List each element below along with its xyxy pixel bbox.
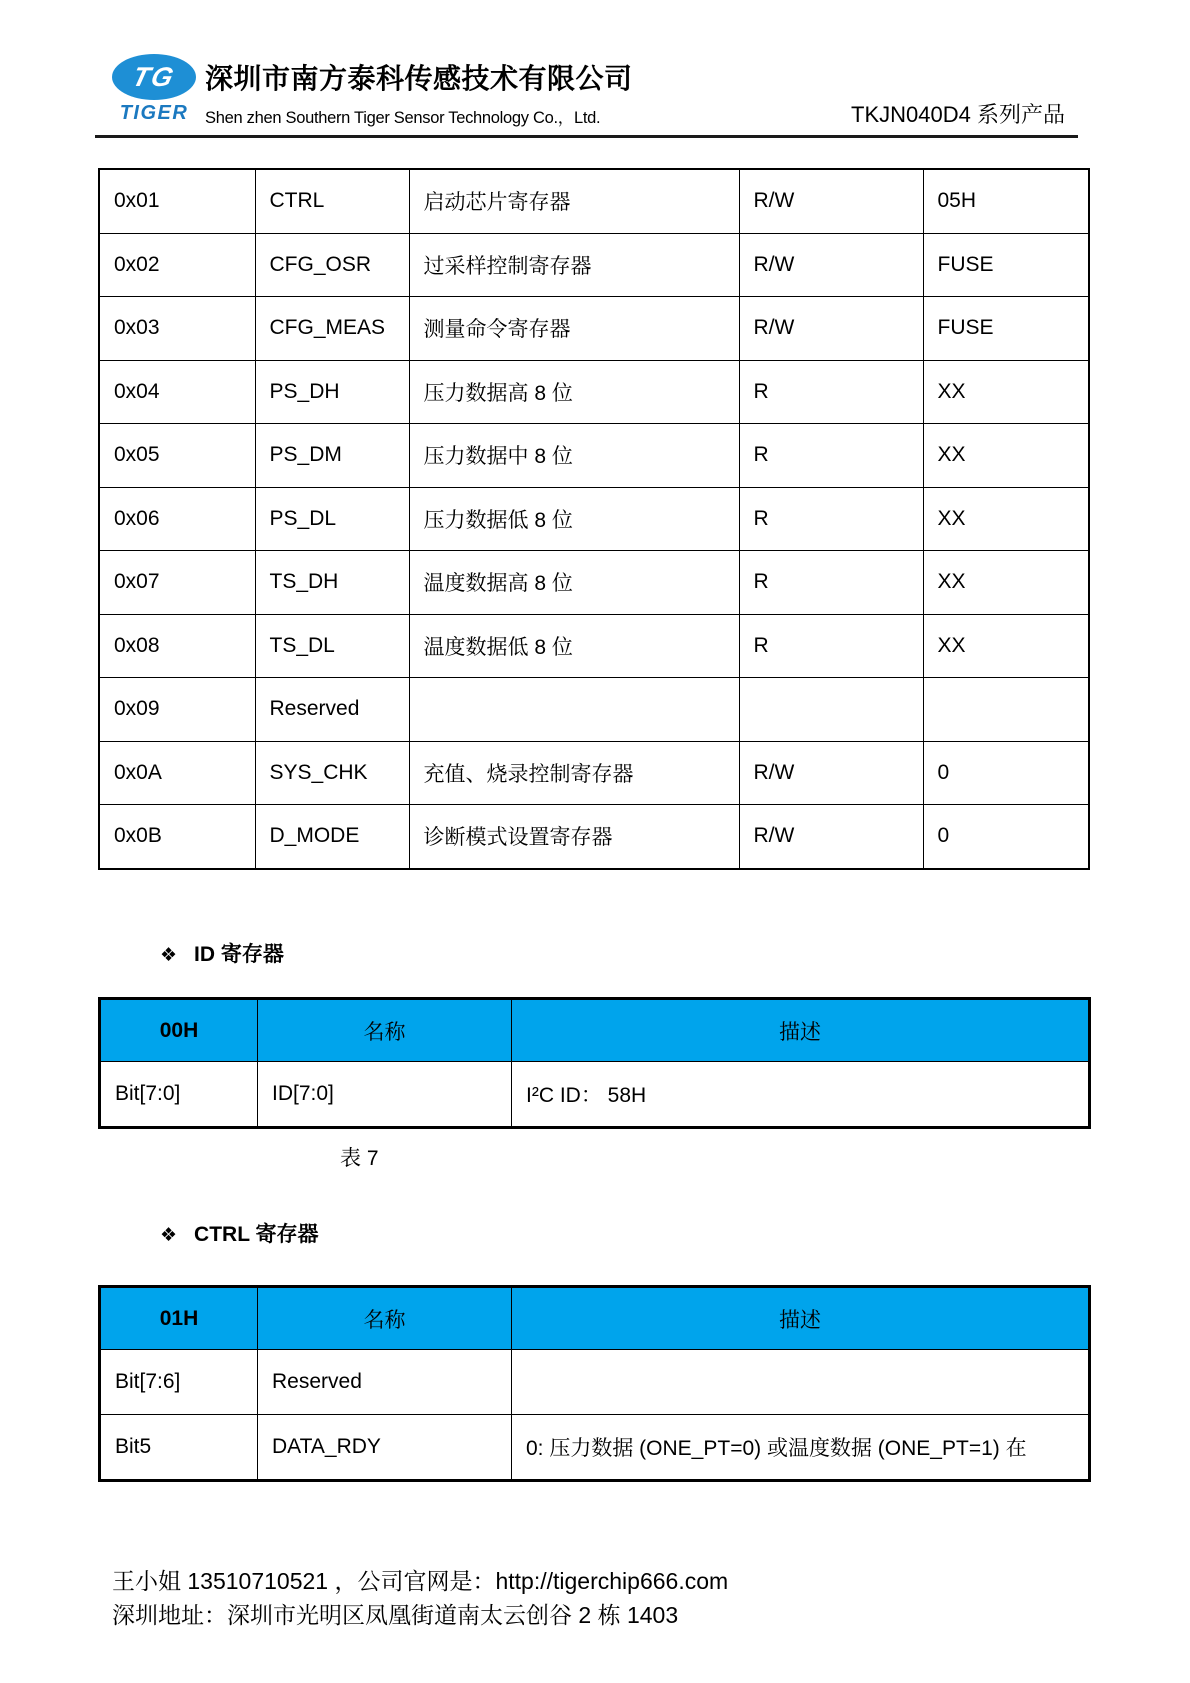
reg-default: XX xyxy=(923,614,1089,678)
reg-default: 05H xyxy=(923,169,1089,233)
reg-default: XX xyxy=(923,360,1089,424)
ctrl-name-cell: DATA_RDY xyxy=(258,1415,512,1481)
ctrl-bit-cell: Bit[7:6] xyxy=(100,1350,258,1415)
reg-rw xyxy=(739,678,923,742)
table-row xyxy=(99,487,1089,551)
company-name-block xyxy=(205,57,633,128)
reg-name: TS_DH xyxy=(255,551,409,615)
id-register-heading-label: ID 寄存器 xyxy=(194,943,284,966)
tiger-logo-tg-monogram: TG xyxy=(129,61,179,92)
table-header-row xyxy=(100,1287,1090,1350)
reg-desc: 过采样控制寄存器 xyxy=(409,233,739,297)
reg-addr: 0x02 xyxy=(99,233,255,297)
reg-rw: R/W xyxy=(739,169,923,233)
table-row xyxy=(100,1062,1090,1128)
table-row xyxy=(99,551,1089,615)
reg-desc: 充值、烧录控制寄存器 xyxy=(409,741,739,805)
reg-rw: R xyxy=(739,360,923,424)
table-header-row xyxy=(100,999,1090,1062)
table-row xyxy=(99,233,1089,297)
reg-addr: 0x07 xyxy=(99,551,255,615)
ctrl-table-desc-header: 描述 xyxy=(512,1287,1090,1350)
reg-rw: R/W xyxy=(739,805,923,869)
reg-addr: 0x0A xyxy=(99,741,255,805)
ctrl-desc-cell: 0: 压力数据 (ONE_PT=0) 或温度数据 (ONE_PT=1) 在 xyxy=(512,1415,1090,1481)
reg-addr: 0x09 xyxy=(99,678,255,742)
reg-desc: 诊断模式设置寄存器 xyxy=(409,805,739,869)
reg-desc: 压力数据高 8 位 xyxy=(409,360,739,424)
reg-desc: 测量命令寄存器 xyxy=(409,297,739,361)
id-register-heading xyxy=(160,938,284,968)
reg-name: SYS_CHK xyxy=(255,741,409,805)
reg-name: Reserved xyxy=(255,678,409,742)
reg-desc: 温度数据低 8 位 xyxy=(409,614,739,678)
reg-name: CFG_MEAS xyxy=(255,297,409,361)
reg-addr: 0x03 xyxy=(99,297,255,361)
ctrl-desc-cell xyxy=(512,1350,1090,1415)
table-row xyxy=(100,1350,1090,1415)
reg-desc: 压力数据中 8 位 xyxy=(409,424,739,488)
company-logo xyxy=(106,54,206,125)
footer-address-line: 深圳地址：深圳市光明区凤凰街道南太云创谷 2 栋 1403 xyxy=(112,1602,679,1628)
reg-name: D_MODE xyxy=(255,805,409,869)
reg-default: FUSE xyxy=(923,297,1089,361)
reg-rw: R/W xyxy=(739,233,923,297)
id-table-desc-header: 描述 xyxy=(512,999,1090,1062)
reg-default: XX xyxy=(923,424,1089,488)
id-register-table xyxy=(98,997,1091,1129)
ctrl-table-name-header: 名称 xyxy=(258,1287,512,1350)
ctrl-register-heading xyxy=(160,1218,319,1248)
reg-addr: 0x0B xyxy=(99,805,255,869)
id-name-cell: ID[7:0] xyxy=(258,1062,512,1128)
ctrl-register-table xyxy=(98,1285,1091,1482)
reg-rw: R xyxy=(739,614,923,678)
reg-rw: R/W xyxy=(739,741,923,805)
table-row xyxy=(99,741,1089,805)
table-row xyxy=(99,614,1089,678)
reg-addr: 0x06 xyxy=(99,487,255,551)
reg-rw: R/W xyxy=(739,297,923,361)
id-table-addr-header: 00H xyxy=(100,999,258,1062)
id-desc-cell: I²C ID： 58H xyxy=(512,1062,1090,1128)
tiger-logo-wordmark: TIGER xyxy=(119,102,189,124)
ctrl-register-heading-label: CTRL 寄存器 xyxy=(194,1223,319,1246)
table-row xyxy=(99,424,1089,488)
reg-rw: R xyxy=(739,551,923,615)
ctrl-bit-cell: Bit5 xyxy=(100,1415,258,1481)
company-name-english: Shen zhen Southern Tiger Sensor Technology Co.，Ltd. xyxy=(205,109,601,127)
company-name-chinese: 深圳市南方泰科传感技术有限公司 xyxy=(205,63,633,94)
register-map-table xyxy=(98,168,1090,870)
reg-name: CTRL xyxy=(255,169,409,233)
reg-default: XX xyxy=(923,487,1089,551)
reg-name: PS_DM xyxy=(255,424,409,488)
footer-contact-line: 王小姐 13510710521 ，公司官网是：http://tigerchip666.com xyxy=(112,1568,729,1594)
reg-desc xyxy=(409,678,739,742)
reg-rw: R xyxy=(739,424,923,488)
reg-default xyxy=(923,678,1089,742)
header-divider xyxy=(95,135,1078,138)
table-row xyxy=(99,805,1089,869)
reg-desc: 压力数据低 8 位 xyxy=(409,487,739,551)
reg-default: 0 xyxy=(923,741,1089,805)
reg-addr: 0x01 xyxy=(99,169,255,233)
id-table-name-header: 名称 xyxy=(258,999,512,1062)
reg-name: PS_DH xyxy=(255,360,409,424)
diamond-bullet-icon: ❖ xyxy=(160,1225,178,1246)
reg-name: PS_DL xyxy=(255,487,409,551)
table-row xyxy=(99,169,1089,233)
table-row xyxy=(100,1415,1090,1481)
reg-name: CFG_OSR xyxy=(255,233,409,297)
reg-addr: 0x04 xyxy=(99,360,255,424)
ctrl-table-addr-header: 01H xyxy=(100,1287,258,1350)
product-series-title: TKJN040D4 系列产品 xyxy=(851,102,1065,127)
diamond-bullet-icon: ❖ xyxy=(160,945,178,966)
reg-desc: 温度数据高 8 位 xyxy=(409,551,739,615)
reg-rw: R xyxy=(739,487,923,551)
reg-desc: 启动芯片寄存器 xyxy=(409,169,739,233)
reg-default: FUSE xyxy=(923,233,1089,297)
tiger-logo-ellipse-icon xyxy=(112,54,196,100)
table-row xyxy=(99,297,1089,361)
reg-name: TS_DL xyxy=(255,614,409,678)
table-caption: 表 7 xyxy=(340,1147,379,1170)
table-row xyxy=(99,678,1089,742)
ctrl-name-cell: Reserved xyxy=(258,1350,512,1415)
reg-addr: 0x08 xyxy=(99,614,255,678)
table-row xyxy=(99,360,1089,424)
reg-default: XX xyxy=(923,551,1089,615)
id-bit-cell: Bit[7:0] xyxy=(100,1062,258,1128)
reg-default: 0 xyxy=(923,805,1089,869)
reg-addr: 0x05 xyxy=(99,424,255,488)
page-footer xyxy=(112,1564,728,1632)
